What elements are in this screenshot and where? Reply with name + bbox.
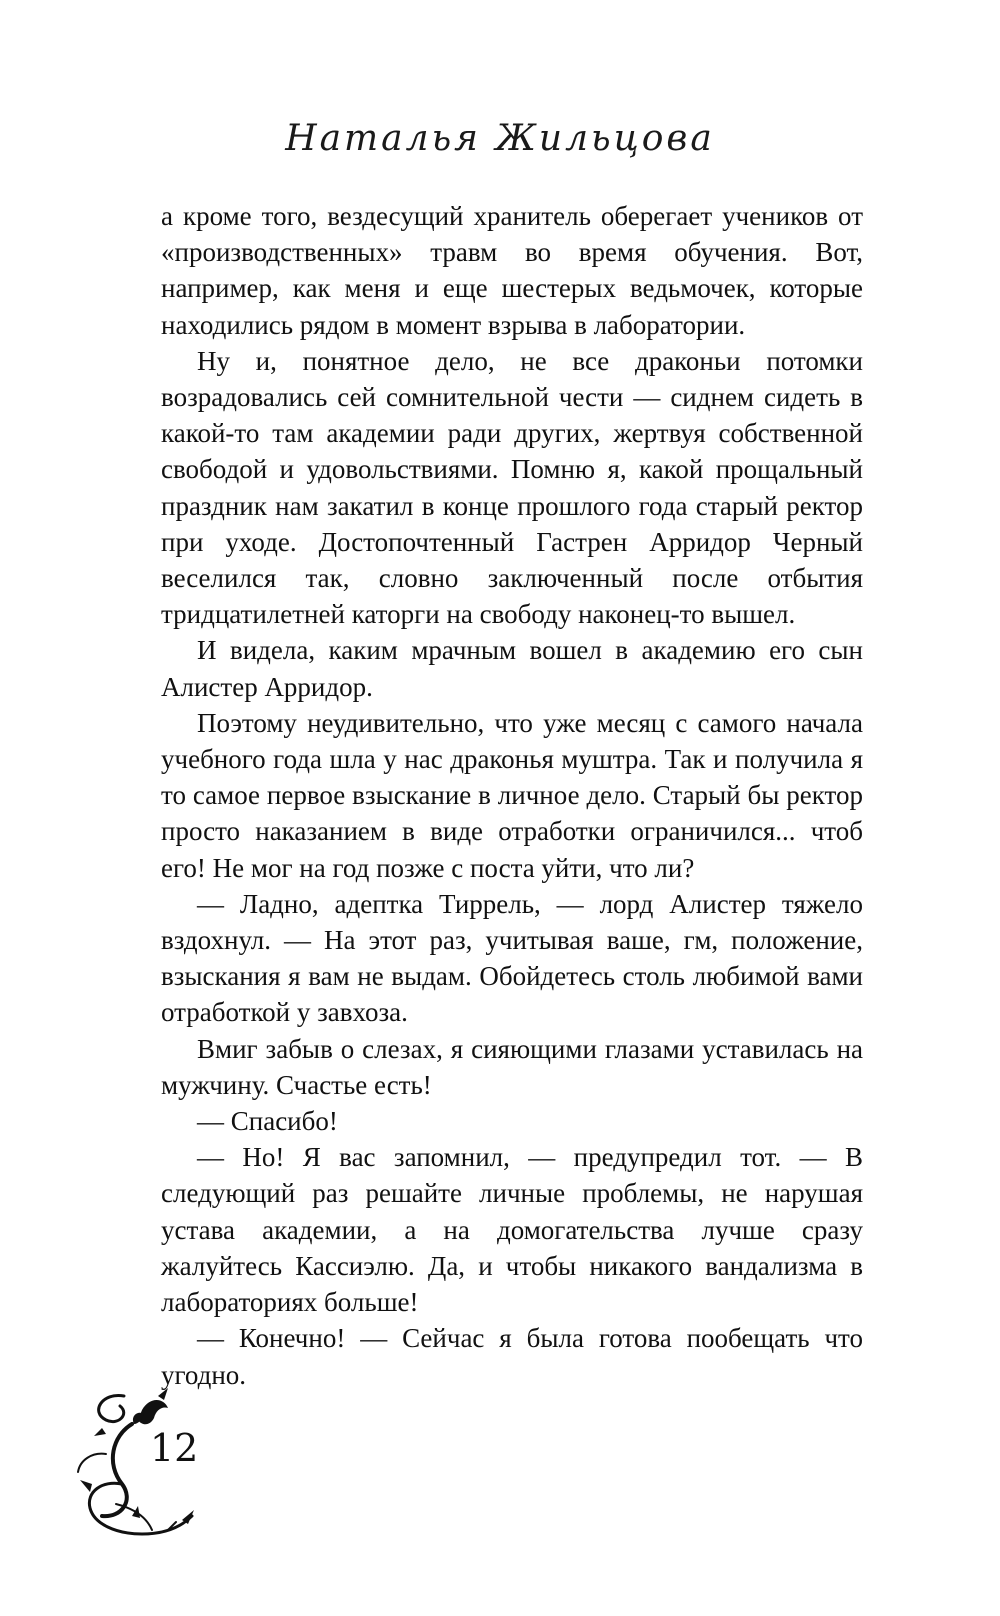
paragraph-5: — Ладно, адептка Тиррель, — лорд Алистер тяжело вздохнул. — На этот раз, учитывая ваше, гм, положение, взыскания я вам не выдам. Обойдетесь столь любимой вами отработкой у завхоза. — [161, 888, 863, 1028]
running-title: Наталья Жильцова — [285, 118, 715, 159]
paragraph-8: — Но! Я вас запомнил, — предупредил тот. — В следующий раз решайте личные проблемы, не нарушая устава академии, а на домогательства лучше сразу жалуйтесь Кассиэлю. Да, и чтобы никакого вандализма в лабораториях больше! — [161, 1142, 863, 1318]
paragraph-9: — Конечно! — Сейчас я была готова пообещать что угодно. — [161, 1323, 863, 1390]
page-number: 12 — [150, 1426, 199, 1470]
paragraph-2: Ну и, понятное дело, не все драконьи потомки возрадовались сей сомнительной чести — сиднем сидеть в какой-то там академии ради других, жертвуя собственной свободой и удовольствиями. Помню я, какой прощальный праздник нам закатил в конце прошлого года старый ректор при уходе. Достопочтенный Гастрен Арридор Черный веселился так, словно заключенный после отбытия тридцатилетней каторги на свободу наконец-то вышел. — [161, 345, 863, 630]
paragraph-4: Поэтому неудивительно, что уже месяц с самого начала учебного года шла у нас драконья муштра. Так и получила я то самое первое взыскание в личное дело. Старый бы ректор просто наказанием в виде отработки ограничился... чтоб его! Не мог на год позже с поста уйти, что ли? — [161, 707, 863, 883]
paragraph-7: — Спасибо! — [197, 1106, 338, 1137]
paragraph-6: Вмиг забыв о слезах, я сияющими глазами уставилась на мужчину. Счастье есть! — [161, 1033, 863, 1100]
page-text — [161, 198, 863, 1393]
paragraph-3: И видела, каким мрачным вошел в академию его сын Алистер Арридор. — [161, 635, 863, 702]
paragraph-1: а кроме того, вездесущий хранитель оберегает учеников от «производственных» травм во время обучения. Вот, например, как меня и еще шестерых ведьмочек, которые находились рядом в момент взрыва в лаборатории. — [161, 201, 863, 340]
